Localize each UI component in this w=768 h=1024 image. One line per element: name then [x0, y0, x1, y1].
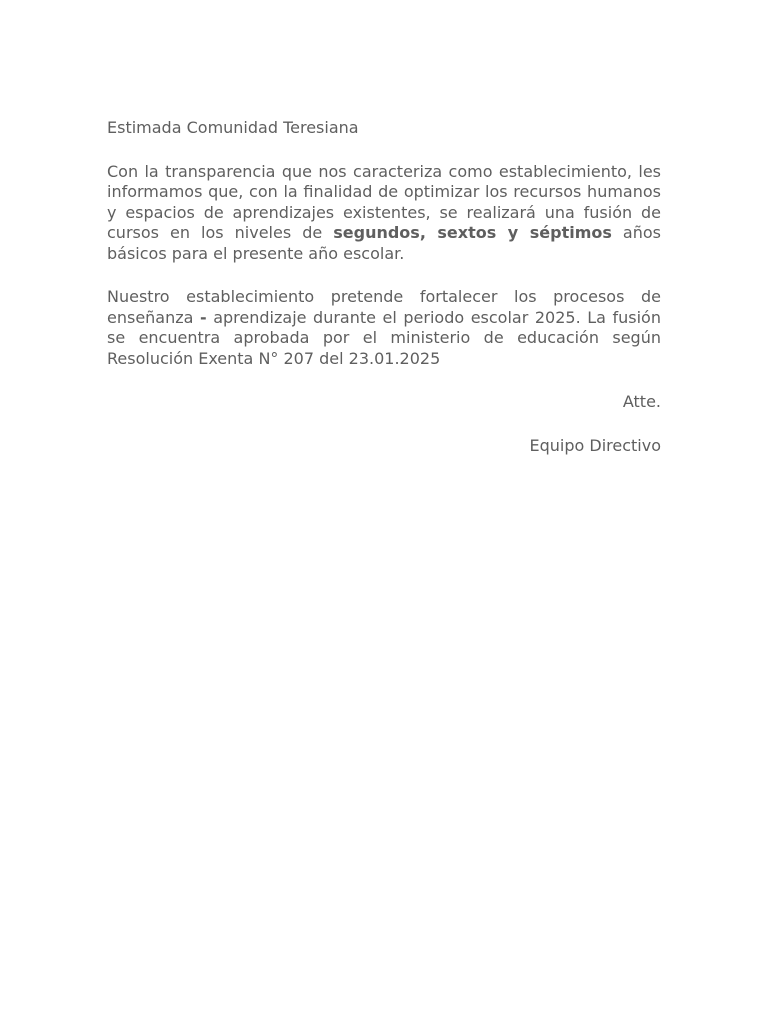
letter-body — [107, 118, 661, 456]
letter-closing: Atte. — [622, 392, 661, 411]
letter-greeting: Estimada Comunidad Teresiana — [107, 118, 359, 137]
paragraph-2-text-a: Nuestro establecimiento pretende fortalecer los procesos de enseñanza — [107, 287, 661, 327]
paragraph-2-text-b: aprendizaje durante el periodo escolar 2025. La fusión se encuentra aprobada por el ministerio de educación según Resolución Exenta N° 207 del 23.01.2025 — [107, 307, 661, 368]
paragraph-1-bold-levels: segundos, sextos y séptimos — [333, 223, 612, 242]
paragraph-1-text-a: Con la transparencia que nos caracteriza como establecimiento, les informamos que, con la finalidad de optimizar los recursos humanos y espacios de aprendizajes existentes, se realizará una fusión de cursos en los niveles de — [107, 161, 661, 242]
letter-signature: Equipo Directivo — [529, 435, 661, 455]
letter-paragraph-1 — [107, 162, 661, 265]
paragraph-2-bold-dash: - — [200, 307, 207, 327]
letter-paragraph-2 — [107, 287, 661, 369]
paragraph-1-text-b: años básicos para el presente año escolar. — [107, 223, 661, 263]
